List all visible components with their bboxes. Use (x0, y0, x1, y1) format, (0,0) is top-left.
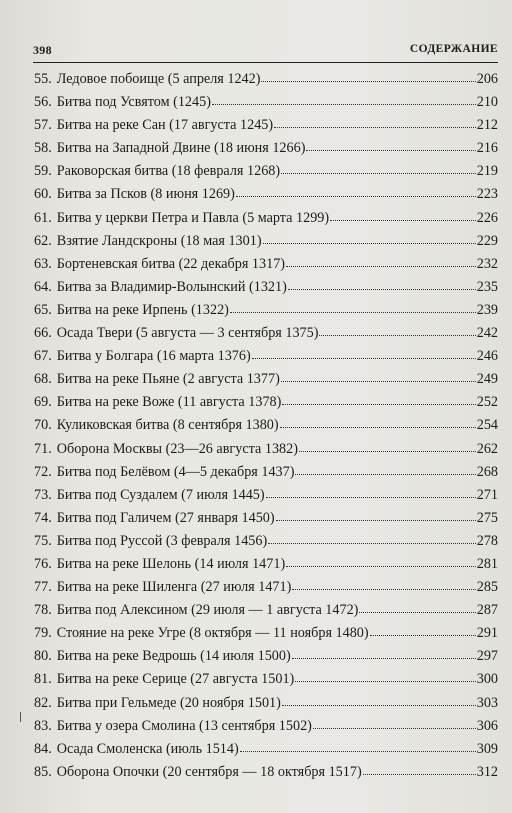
toc-entry-title: Битва под Руссой (3 февраля 1456) (56, 532, 268, 549)
toc-entry-number: 72. (34, 463, 52, 480)
toc-entry-page: 216 (476, 140, 498, 157)
toc-entry-title: Битва под Белёвом (4—5 декабря 1437) (56, 463, 295, 480)
toc-entry-number: 77. (34, 579, 52, 596)
toc-entry-number: 83. (34, 717, 52, 734)
toc-entry-title: Стояние на реке Угре (8 октября — 11 ноября 1480) (56, 625, 369, 642)
toc-entry-number: 59. (34, 163, 52, 180)
toc-dot-leader (236, 195, 476, 197)
toc-entry (34, 276, 498, 299)
toc-entry-title: Битва на Западной Двине (18 июня 1266) (56, 140, 306, 157)
toc-entry-number: 84. (34, 740, 52, 757)
toc-entry (34, 368, 498, 391)
toc-entry-number: 61. (34, 209, 52, 226)
toc-entry-number: 81. (34, 671, 52, 688)
toc-entry-number: 63. (34, 255, 52, 272)
toc-entry-number: 79. (34, 625, 52, 642)
toc-entry-title: Осада Смоленска (июль 1514) (56, 740, 239, 757)
toc-entry (34, 645, 498, 668)
toc-entry-number: 57. (34, 117, 52, 134)
toc-dot-leader (276, 519, 476, 521)
toc-entry-page: 309 (476, 740, 498, 757)
toc-entry (34, 761, 498, 784)
toc-entry (34, 160, 498, 183)
toc-entry-number: 69. (34, 394, 52, 411)
toc-entry-number: 85. (34, 763, 52, 780)
toc-entry-page: 300 (476, 671, 498, 688)
toc-entry-number: 55. (34, 71, 52, 87)
toc-entry (34, 692, 498, 715)
toc-dot-leader (212, 103, 476, 105)
toc-entry-number: 65. (34, 301, 52, 318)
toc-dot-leader (295, 473, 475, 475)
toc-dot-leader (282, 403, 475, 405)
toc-entry (34, 668, 498, 691)
toc-entry-number: 68. (34, 371, 52, 388)
toc-entry-title: Битва при Гельмеде (20 ноября 1501) (56, 694, 281, 711)
toc-entry-number: 74. (34, 509, 52, 526)
toc-entry (34, 183, 498, 206)
toc-entry-title: Битва на реке Пьяне (2 августа 1377) (56, 371, 280, 388)
toc-entry-page: 242 (476, 325, 498, 342)
toc-entry-number: 71. (34, 440, 52, 457)
toc-entry (34, 507, 498, 530)
toc-entry-title: Битва под Усвятом (1245) (56, 94, 211, 111)
toc-entry-page: 271 (476, 486, 498, 503)
toc-entry (34, 414, 498, 437)
toc-dot-leader (313, 727, 476, 729)
toc-entry (34, 207, 498, 230)
toc-entry-page: 312 (476, 763, 498, 780)
toc-entry-number: 76. (34, 555, 52, 572)
toc-dot-leader (282, 704, 476, 706)
toc-entry-number: 78. (34, 602, 52, 619)
toc-dot-leader (252, 357, 476, 359)
toc-entry (34, 484, 498, 507)
toc-entry-title: Битва за Псков (8 июня 1269) (56, 186, 235, 203)
toc-dot-leader (295, 680, 475, 682)
toc-entry (34, 599, 498, 622)
toc-entry-page: 291 (476, 625, 498, 642)
margin-mark (20, 712, 21, 722)
toc-entry-number: 62. (34, 232, 52, 249)
toc-entry (34, 553, 498, 576)
toc-dot-leader (306, 149, 475, 151)
toc-entry-title: Оборона Опочки (20 сентября — 18 октября 1517) (56, 763, 362, 780)
toc-entry-number: 70. (34, 417, 52, 434)
toc-entry (34, 91, 498, 114)
toc-dot-leader (363, 773, 476, 775)
toc-dot-leader (281, 380, 476, 382)
toc-entry-title: Бортеневская битва (22 декабря 1317) (56, 255, 286, 272)
toc-entry-title: Битва на реке Шиленга (27 июля 1471) (56, 579, 292, 596)
toc-dot-leader (299, 450, 476, 452)
toc-entry-title: Ледовое побоище (5 апреля 1242) (56, 71, 261, 87)
page-header (33, 40, 498, 63)
toc-entry-page: 252 (476, 394, 498, 411)
toc-entry-page: 262 (476, 440, 498, 457)
toc-entry-page: 223 (476, 186, 498, 203)
toc-entry-page: 226 (476, 209, 498, 226)
toc-dot-leader (330, 219, 476, 221)
toc-entry-title: Битва на реке Сан (17 августа 1245) (56, 117, 274, 134)
toc-entry-number: 56. (34, 94, 52, 111)
toc-entry-page: 285 (476, 579, 498, 596)
toc-entry-title: Оборона Москвы (23—26 августа 1382) (56, 440, 298, 457)
toc-entry (34, 715, 498, 738)
toc-entry-number: 67. (34, 348, 52, 365)
toc-dot-leader (359, 611, 475, 613)
toc-entry-page: 229 (476, 232, 498, 249)
toc-dot-leader (230, 311, 476, 313)
toc-entry-title: Битва под Суздалем (7 июля 1445) (56, 486, 265, 503)
toc-entry-number: 58. (34, 140, 52, 157)
toc-dot-leader (266, 496, 476, 498)
toc-entry-page: 232 (476, 255, 498, 272)
toc-dot-leader (370, 634, 476, 636)
toc-entry (34, 461, 498, 484)
toc-entry-page: 281 (476, 555, 498, 572)
toc-entry-title: Битва у озера Смолина (13 сентября 1502) (56, 717, 312, 734)
toc-entry-number: 80. (34, 648, 52, 665)
toc-entry-title: Битва на реке Серице (27 августа 1501) (56, 671, 295, 688)
toc-entry-page: 249 (476, 371, 498, 388)
toc-entry (34, 322, 498, 345)
toc-entry-page: 206 (476, 71, 498, 87)
toc-entry-title: Битва у Болгара (16 марта 1376) (56, 348, 251, 365)
toc-entry-title: Битва под Алексином (29 июля — 1 августа 1472) (56, 602, 359, 619)
toc-entry-page: 246 (476, 348, 498, 365)
toc-entry-number: 64. (34, 278, 52, 295)
toc-dot-leader (319, 334, 475, 336)
toc-entry (34, 391, 498, 414)
toc-entry-title: Битва под Галичем (27 января 1450) (56, 509, 275, 526)
toc-entry (34, 137, 498, 160)
toc-dot-leader (292, 657, 476, 659)
toc-entry (34, 68, 498, 91)
toc-entry-page: 306 (476, 717, 498, 734)
toc-entry-page: 275 (476, 509, 498, 526)
toc-entry-page: 278 (476, 532, 498, 549)
toc-entry-number: 66. (34, 325, 52, 342)
toc-entry-title: Битва за Владимир-Волынский (1321) (56, 278, 287, 295)
toc-dot-leader (281, 172, 476, 174)
toc-entry-page: 303 (476, 694, 498, 711)
toc-dot-leader (280, 426, 476, 428)
toc-entry (34, 114, 498, 137)
toc-dot-leader (286, 265, 476, 267)
toc-entry (34, 576, 498, 599)
toc-entry-number: 73. (34, 486, 52, 503)
toc-dot-leader (268, 542, 476, 544)
toc-entry (34, 530, 498, 553)
toc-dot-leader (240, 750, 476, 752)
toc-entry-page: 287 (476, 602, 498, 619)
toc-entry-page: 212 (476, 117, 498, 134)
toc-entry (34, 738, 498, 761)
toc-entry (34, 299, 498, 322)
toc-entry-title: Битва на реке Ведрошь (14 июля 1500) (56, 648, 291, 665)
toc-entry-page: 254 (476, 417, 498, 434)
toc-entry (34, 438, 498, 461)
toc-entry (34, 230, 498, 253)
running-title: СОДЕРЖАНИЕ (409, 43, 498, 55)
toc-entry-title: Куликовская битва (8 сентября 1380) (56, 417, 279, 434)
toc-entry-title: Битва у церкви Петра и Павла (5 марта 1299) (56, 209, 330, 226)
toc-entry-title: Битва на реке Воже (11 августа 1378) (56, 394, 282, 411)
toc-entry-page: 297 (476, 648, 498, 665)
toc-dot-leader (274, 126, 476, 128)
toc-entry-page: 239 (476, 301, 498, 318)
table-of-contents (34, 68, 498, 784)
toc-dot-leader (286, 565, 476, 567)
toc-entry-title: Битва на реке Ирпень (1322) (56, 301, 229, 318)
toc-entry-page: 210 (476, 94, 498, 111)
toc-entry-page: 235 (476, 278, 498, 295)
toc-dot-leader (263, 242, 476, 244)
toc-dot-leader (288, 288, 476, 290)
toc-dot-leader (261, 80, 475, 82)
page-number: 398 (33, 43, 52, 57)
toc-entry-page: 268 (476, 463, 498, 480)
toc-entry-number: 75. (34, 532, 52, 549)
toc-entry (34, 345, 498, 368)
toc-entry (34, 253, 498, 276)
toc-dot-leader (292, 588, 475, 590)
toc-entry-title: Осада Твери (5 августа — 3 сентября 1375) (56, 325, 319, 342)
toc-entry-page: 219 (476, 163, 498, 180)
toc-entry-title: Раковорская битва (18 февраля 1268) (56, 163, 281, 180)
toc-entry-title: Битва на реке Шелонь (14 июля 1471) (56, 555, 286, 572)
toc-entry-number: 82. (34, 694, 52, 711)
toc-entry (34, 622, 498, 645)
toc-entry-number: 60. (34, 186, 52, 203)
toc-entry-title: Взятие Ландскроны (18 мая 1301) (56, 232, 262, 249)
